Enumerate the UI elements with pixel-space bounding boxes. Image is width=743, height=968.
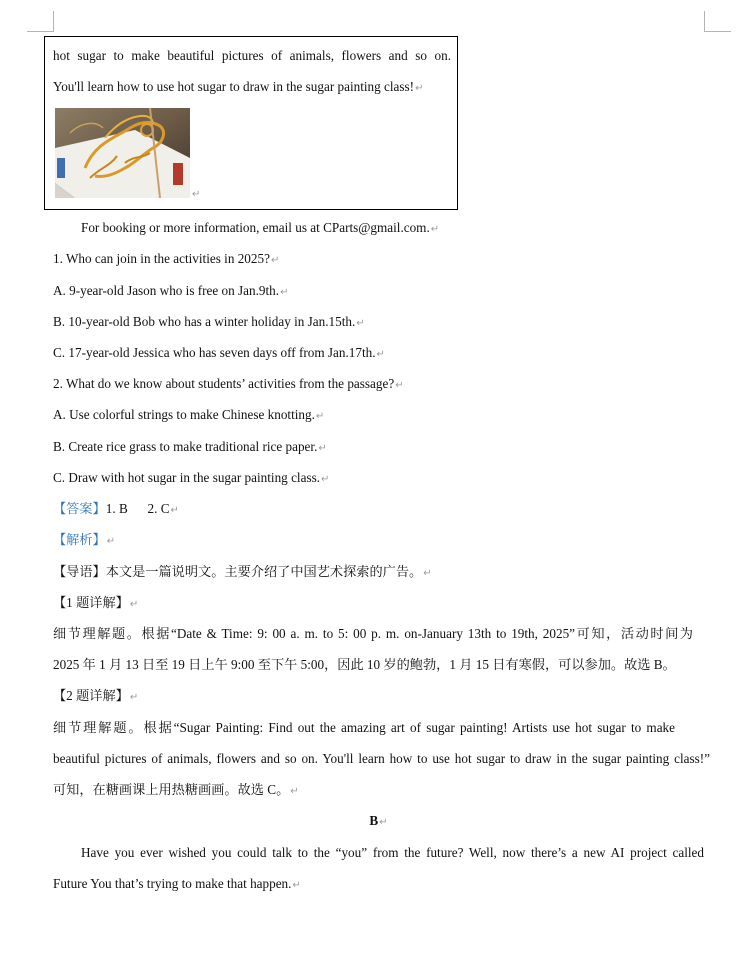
- detail-1-heading: 【1 题详解】↵: [53, 595, 139, 610]
- question-2-option-a: A. Use colorful strings to make Chinese knotting.↵: [53, 407, 325, 422]
- question-1-option-b: B. 10-year-old Bob who has a winter holiday in Jan.15th.↵: [53, 314, 365, 329]
- question-2-option-c: C. Draw with hot sugar in the sugar painting class.↵: [53, 470, 330, 485]
- answer-value: 1. B 2. C: [105, 501, 170, 516]
- box-line-1: hot sugar to make beautiful pictures of animals, flowers and so on.: [53, 48, 451, 63]
- detail-1-line-1: 细节理解题。根据“Date & Time: 9: 00 a. m. to 5: 00 p. m. on-January 13th to 19th, 2025”可知，活动时间为: [53, 626, 693, 641]
- box-line-2: You'll learn how to use hot sugar to draw in the sugar painting class!↵: [53, 79, 424, 94]
- margin-corner-top-left: [27, 11, 54, 32]
- photo-paragraph-mark: ↵: [192, 189, 201, 200]
- passage-line-1: Have you ever wished you could talk to the “you” from the future? Well, now there’s a new AI project called: [81, 845, 704, 860]
- question-1-option-c: C. 17-year-old Jessica who has seven days off from Jan.17th.↵: [53, 345, 385, 360]
- analysis-heading: 【解析】↵: [53, 532, 116, 547]
- sugar-painting-photo: [55, 108, 190, 198]
- detail-1-line-2: 2025 年 1 月 13 日至 19 日上午 9:00 至下午 5:00，因此 10 岁的鲍勃，1 月 15 日有寒假，可以参加。故选 B。: [53, 657, 676, 672]
- detail-2-line-1: 细节理解题。根据“Sugar Painting: Find out the amazing art of sugar painting! Artists use hot sugar to make: [53, 720, 675, 735]
- margin-corner-top-right: [704, 11, 731, 32]
- question-1-stem: 1. Who can join in the activities in 2025?↵: [53, 251, 280, 266]
- detail-2-line-2: beautiful pictures of animals, flowers and so on. You'll learn how to use hot sugar to draw in the sugar painting class!”: [53, 751, 710, 766]
- question-2-option-b: B. Create rice grass to make traditional rice paper.↵: [53, 439, 327, 454]
- contact-line: For booking or more information, email us at CParts@gmail.com.↵: [81, 220, 440, 235]
- passage-line-2: Future You that’s trying to make that happen.↵: [53, 876, 301, 891]
- guide-line: 【导语】本文是一篇说明文。主要介绍了中国艺术探索的广告。↵: [53, 564, 432, 579]
- detail-2-line-3: 可知，在糖画课上用热糖画画。故选 C。↵: [53, 782, 299, 797]
- answer-label: 【答案】: [53, 501, 106, 516]
- question-1-option-a: A. 9-year-old Jason who is free on Jan.9th.↵: [53, 283, 289, 298]
- section-b-heading: B↵: [369, 813, 388, 828]
- question-2-stem: 2. What do we know about students’ activities from the passage?↵: [53, 376, 404, 391]
- answer-line: 【答案】1. B 2. C↵: [53, 501, 179, 516]
- detail-2-heading: 【2 题详解】↵: [53, 688, 139, 703]
